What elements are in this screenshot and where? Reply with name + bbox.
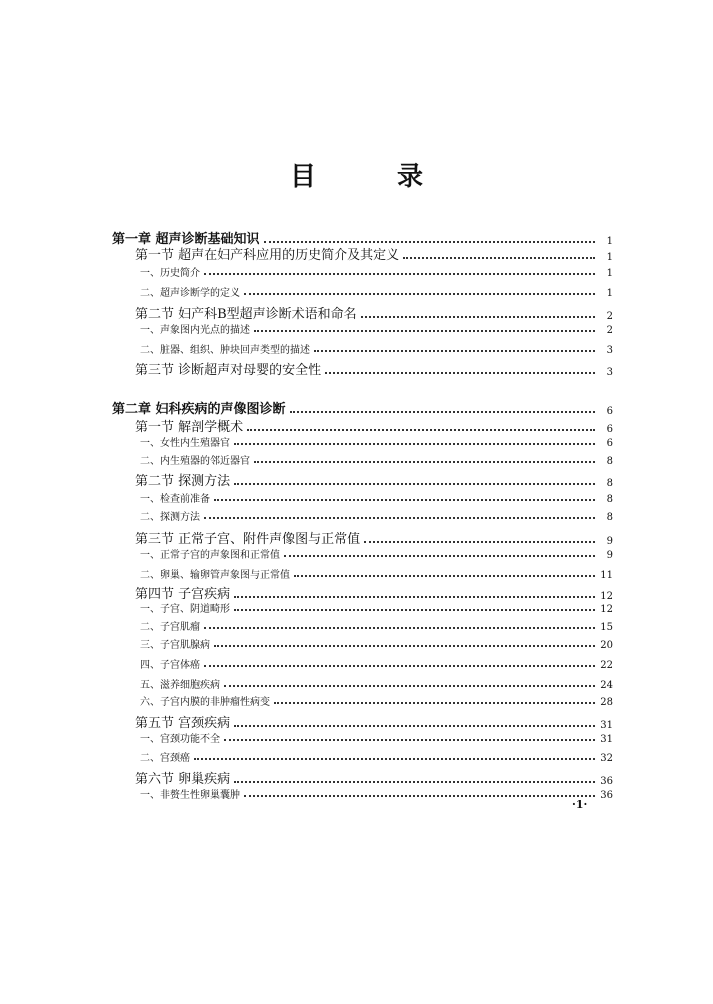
toc-entry-label: 二、内生殖器的邻近器官: [140, 456, 250, 467]
toc-entry-label: 第五节 宫颈疾病: [135, 716, 231, 731]
dot-leader: [234, 781, 595, 783]
toc-entry-label: 一、检查前准备: [140, 494, 210, 505]
toc-page-number: 9: [606, 536, 613, 547]
toc-page-number: 2: [606, 325, 613, 336]
dot-leader: [194, 758, 595, 760]
toc-subsection-entry[interactable]: [140, 693, 613, 708]
dot-leader: [294, 575, 595, 577]
toc-section-entry[interactable]: [135, 303, 613, 322]
toc-entry-label: 第三节 正常子宫、附件声像图与正常值: [135, 532, 361, 547]
dot-leader: [284, 555, 595, 557]
dot-leader: [247, 429, 595, 431]
toc-entry-label: 一、女性内生殖器官: [140, 438, 230, 449]
toc-subsection-entry[interactable]: [140, 490, 613, 505]
toc-entry-label: 一、子宫、阴道畸形: [140, 604, 230, 615]
toc-page-number: 12: [600, 604, 613, 615]
toc-entry-label: 第三节 诊断超声对母婴的安全性: [135, 363, 322, 378]
dot-leader: [254, 330, 595, 332]
dot-leader: [403, 257, 595, 259]
toc-chapter-entry[interactable]: [112, 398, 613, 417]
dot-leader: [364, 541, 595, 543]
toc-page-number: 8: [606, 494, 613, 505]
dot-leader: [204, 273, 595, 275]
toc-subsection-entry[interactable]: [140, 264, 613, 279]
toc-entry-label: 二、探测方法: [140, 512, 200, 523]
toc-entry-label: 第一章 超声诊断基础知识: [112, 232, 260, 247]
toc-entry-label: 第一节 解剖学概术: [135, 420, 244, 435]
toc-page-number: 15: [600, 622, 613, 633]
toc-subsection-entry[interactable]: [140, 676, 613, 691]
toc-entry-label: 二、宫颈癌: [140, 753, 190, 764]
toc-page-number: 1: [606, 268, 613, 279]
toc-subsection-entry[interactable]: [140, 321, 613, 336]
page-number-footer: ·1·: [572, 798, 588, 811]
toc-subsection-entry[interactable]: [140, 508, 613, 523]
dot-leader: [234, 725, 595, 727]
dot-leader: [234, 596, 595, 598]
toc-page-number: 2: [606, 311, 613, 322]
toc-entry-label: 一、宫颈功能不全: [140, 734, 220, 745]
dot-leader: [224, 685, 595, 687]
dot-leader: [361, 316, 595, 318]
toc-subsection-entry[interactable]: [140, 566, 613, 581]
toc-page-number: 28: [600, 697, 613, 708]
dot-leader: [204, 665, 595, 667]
page-title: 目 录: [289, 162, 460, 192]
toc-section-entry[interactable]: [135, 359, 613, 378]
toc-subsection-entry[interactable]: [140, 749, 613, 764]
dot-leader: [274, 702, 595, 704]
toc-page-number: 8: [606, 456, 613, 467]
toc-entry-label: 第四节 子宫疾病: [135, 587, 231, 602]
toc-section-entry[interactable]: [135, 244, 613, 263]
toc-entry-label: 二、超声诊断学的定义: [140, 288, 240, 299]
toc-page-number: 36: [600, 776, 613, 787]
toc-page-number: 36: [600, 790, 613, 801]
toc-entry-label: 第二节 探测方法: [135, 474, 231, 489]
toc-entry-label: 第一节 超声在妇产科应用的历史简介及其定义: [135, 248, 400, 263]
toc-subsection-entry[interactable]: [140, 636, 613, 651]
toc-section-entry[interactable]: [135, 416, 613, 435]
toc-page-number: 31: [600, 734, 613, 745]
dot-leader: [254, 461, 595, 463]
dot-leader: [214, 499, 595, 501]
toc-subsection-entry[interactable]: [140, 656, 613, 671]
dot-leader: [264, 241, 595, 243]
toc-subsection-entry[interactable]: [140, 618, 613, 633]
toc-entry-label: 五、滋养细胞疾病: [140, 680, 220, 691]
toc-subsection-entry[interactable]: [140, 452, 613, 467]
toc-entry-label: 一、声象图内光点的描述: [140, 325, 250, 336]
toc-page-number: 8: [606, 512, 613, 523]
toc-page-number: 6: [606, 424, 613, 435]
toc-subsection-entry[interactable]: [140, 434, 613, 449]
dot-leader: [224, 739, 595, 741]
toc-page-number: 3: [606, 345, 613, 356]
dot-leader: [325, 372, 595, 374]
toc-page-number: 1: [606, 288, 613, 299]
toc-page-number: 9: [606, 550, 613, 561]
dot-leader: [204, 627, 595, 629]
toc-page-number: 22: [600, 660, 613, 671]
toc-entry-label: 一、正常子宫的声象图和正常值: [140, 550, 280, 561]
toc-entry-label: 一、历史简介: [140, 268, 200, 279]
toc-entry-label: 二、子宫肌瘤: [140, 622, 200, 633]
toc-page-number: 1: [606, 236, 613, 247]
toc-page-number: 12: [600, 591, 613, 602]
toc-entry-label: 第二节 妇产科B型超声诊断术语和命名: [135, 307, 357, 322]
toc-section-entry[interactable]: [135, 470, 613, 489]
dot-leader: [234, 483, 595, 485]
toc-section-entry[interactable]: [135, 528, 613, 547]
toc-subsection-entry[interactable]: [140, 730, 613, 745]
toc-page-number: 32: [600, 753, 613, 764]
toc-entry-label: 二、脏器、组织、肿块回声类型的描述: [140, 345, 310, 356]
dot-leader: [244, 795, 595, 797]
toc-page-number: 24: [600, 680, 613, 691]
dot-leader: [214, 645, 595, 647]
toc-page-number: 20: [600, 640, 613, 651]
toc-subsection-entry[interactable]: [140, 284, 613, 299]
toc-page-number: 6: [606, 438, 613, 449]
toc-subsection-entry[interactable]: [140, 600, 613, 615]
toc-entry-label: 三、子宫肌腺病: [140, 640, 210, 651]
dot-leader: [234, 609, 595, 611]
toc-page-number: 8: [606, 478, 613, 489]
toc-subsection-entry[interactable]: [140, 341, 613, 356]
toc-subsection-entry[interactable]: [140, 546, 613, 561]
toc-page-number: 6: [606, 406, 613, 417]
toc-section-entry[interactable]: [135, 712, 613, 731]
toc-entry-label: 四、子宫体癌: [140, 660, 200, 671]
toc-section-entry[interactable]: [135, 768, 613, 787]
toc-page-number: 3: [606, 367, 613, 378]
dot-leader: [314, 350, 595, 352]
toc-entry-label: 六、子宫内膜的非肿瘤性病变: [140, 697, 270, 708]
toc-entry-label: 二、卵巢、输卵管声象图与正常值: [140, 570, 290, 581]
toc-page-number: 11: [600, 570, 613, 581]
toc-entry-label: 一、非赘生性卵巢囊肿: [140, 790, 240, 801]
toc-entry-label: 第六节 卵巢疾病: [135, 772, 231, 787]
toc-page-number: 31: [600, 720, 613, 731]
dot-leader: [204, 517, 595, 519]
dot-leader: [290, 411, 595, 413]
toc-entry-label: 第二章 妇科疾病的声像图诊断: [112, 402, 286, 417]
toc-subsection-entry[interactable]: [140, 786, 613, 801]
toc-page-number: 1: [606, 252, 613, 263]
dot-leader: [244, 293, 595, 295]
dot-leader: [234, 443, 595, 445]
